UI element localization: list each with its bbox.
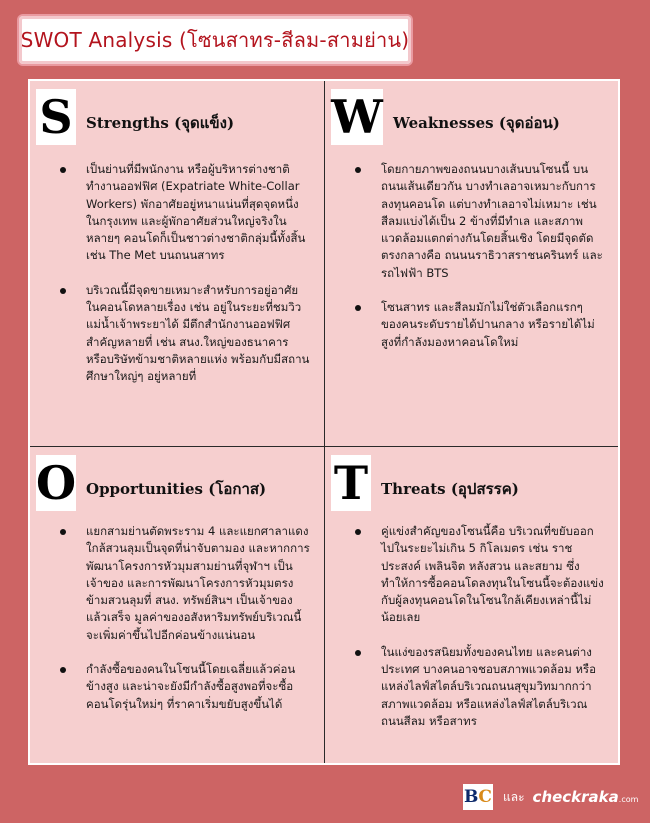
strengths-heading: Strengths (จุดแข็ง) (86, 114, 235, 132)
strengths-list (60, 161, 310, 403)
list-item: เป็นย่านที่มีพนักงาน หรือผู้บริหารต่างชาติทำงานออฟฟิศ (Expatriate White-Collar Workers) พักอาศัยอยู่หนาแน่นที่สุดจุดหนึ่งในกรุงเทพ และผู้พักอาศัยส่วนใหญ่จริงในหลายๆ คอนโดก็เป็นชาวต่างชาติกลุ่มนี้ทั้งสิ้น เช่น The Met บนถนนสาทร (60, 161, 310, 265)
footer-logos (463, 784, 638, 810)
threats-header (331, 455, 519, 511)
weaknesses-heading: Weaknesses (จุดอ่อน) (393, 114, 560, 132)
strengths-header (36, 89, 234, 145)
threats-list (355, 523, 606, 747)
list-item: โซนสาทร และสีลมมักไม่ใช่ตัวเลือกแรกๆ ของคนระดับรายได้ปานกลาง หรือรายได้ไม่สูงที่กำลังมองหาคอนโดใหม่ (355, 299, 606, 351)
threats-heading: Threats (อุปสรรค) (381, 480, 519, 498)
list-item: โดยกายภาพของถนนบางเส้นบนโซนนี้ บนถนนเส้นเดียวกัน บางทำเลอาจเหมาะกับการลงทุนคอนโด แต่บางทำเลอาจไม่เหมาะ เช่น สีลมแบ่งได้เป็น 2 ข้างที่มีทำเล และสภาพแวดล้อมแตกต่างกันโดยสิ้นเชิง โดยมีจุดตัดตรงกลางคือ ถนนนราธิวาสราชนครินทร์ และรถไฟฟ้า BTS (355, 161, 606, 282)
list-item: คู่แข่งสำคัญของโซนนี้คือ บริเวณที่ขยับออกไปในระยะไม่เกิน 5 กิโลเมตร เช่น ราชประสงค์ เพลินจิต หลังสวน และสยาม ซึ่งทำให้การซื้อคอนโดลงทุนในโซนนี้จะต้องแข่งกับผู้ลงทุนคอนโดในโซนใกล้เคียงเหล่านี้ไม่น้อยเลย (355, 523, 606, 627)
bc-logo-b: B (464, 787, 479, 807)
and-text: และ (503, 789, 525, 804)
list-item: ในแง่ของรสนิยมทั้งของคนไทย และคนต่างประเทศ บางคนอาจชอบสภาพแวดล้อม หรือแหล่งไลฟ์สไตล์บริเวณถนนสุขุมวิทมากกว่าสภาพแวดล้อม หรือแหล่งไลฟ์สไตล์บริเวณถนนสีลม หรือสาทร (355, 644, 606, 730)
threats-letter: T (331, 455, 371, 511)
weaknesses-letter: W (331, 90, 383, 144)
swot-grid (28, 79, 620, 765)
checkraka-logo (533, 788, 639, 806)
opportunities-letter: O (35, 456, 77, 510)
list-item: บริเวณนี้มีจุดขายเหมาะสำหรับการอยู่อาศัยในคอนโดหลายเรื่อง เช่น อยู่ในระยะที่ชมวิวแม่น้ำเจ้าพระยาได้ มีตึกสำนักงานออฟฟิศสำคัญหลายที่ เช่น สนง.ใหญ่ของธนาคาร หรือบริษัทข้ามชาติหลายแห่ง พร้อมกับมีสถานศึกษาใหญ่ๆ อยู่หลายที่ (60, 282, 310, 386)
strengths-letter: S (36, 89, 76, 145)
checkraka-suffix: .com (618, 795, 639, 804)
weaknesses-header (331, 89, 560, 145)
threats-quadrant (325, 447, 620, 765)
opportunities-heading: Opportunities (โอกาส) (86, 480, 267, 498)
opportunities-header (36, 455, 266, 511)
opportunities-list (60, 523, 310, 730)
bc-logo (463, 784, 493, 810)
title-banner (19, 16, 411, 64)
checkraka-brand: checkraka (532, 788, 619, 806)
page-title: SWOT Analysis (โซนสาทร-สีลม-สามย่าน) (20, 28, 410, 52)
strengths-quadrant (30, 81, 324, 446)
bc-logo-c: C (478, 787, 492, 807)
weaknesses-list (355, 161, 606, 368)
list-item: แยกสามย่านตัดพระราม 4 และแยกศาลาแดงใกล้สวนลุมเป็นจุดที่น่าจับตามอง และหากการพัฒนาโครงการหัวมุมสามย่านที่จุฬาฯ เป็นเจ้าของ และการพัฒนาโครงการหัวมุมตรงข้ามสวนลุมที่ สนง. ทรัพย์สินฯ เป็นเจ้าของแล้วเสร็จ มูลค่าของอสังหาริมทรัพย์บริเวณนี้จะเพิ่มค่าขึ้นไปอีกค่อนข้างแน่นอน (60, 523, 310, 644)
opportunities-quadrant (30, 447, 324, 765)
list-item: กำลังซื้อของคนในโซนนี้โดยเฉลี่ยแล้วค่อนข้างสูง และน่าจะยังมีกำลังซื้อสูงพอที่จะซื้อคอนโดรุ่นใหม่ๆ ที่ราคาเริ่มขยับสูงขึ้นได้ (60, 661, 310, 713)
weaknesses-quadrant (325, 81, 620, 446)
